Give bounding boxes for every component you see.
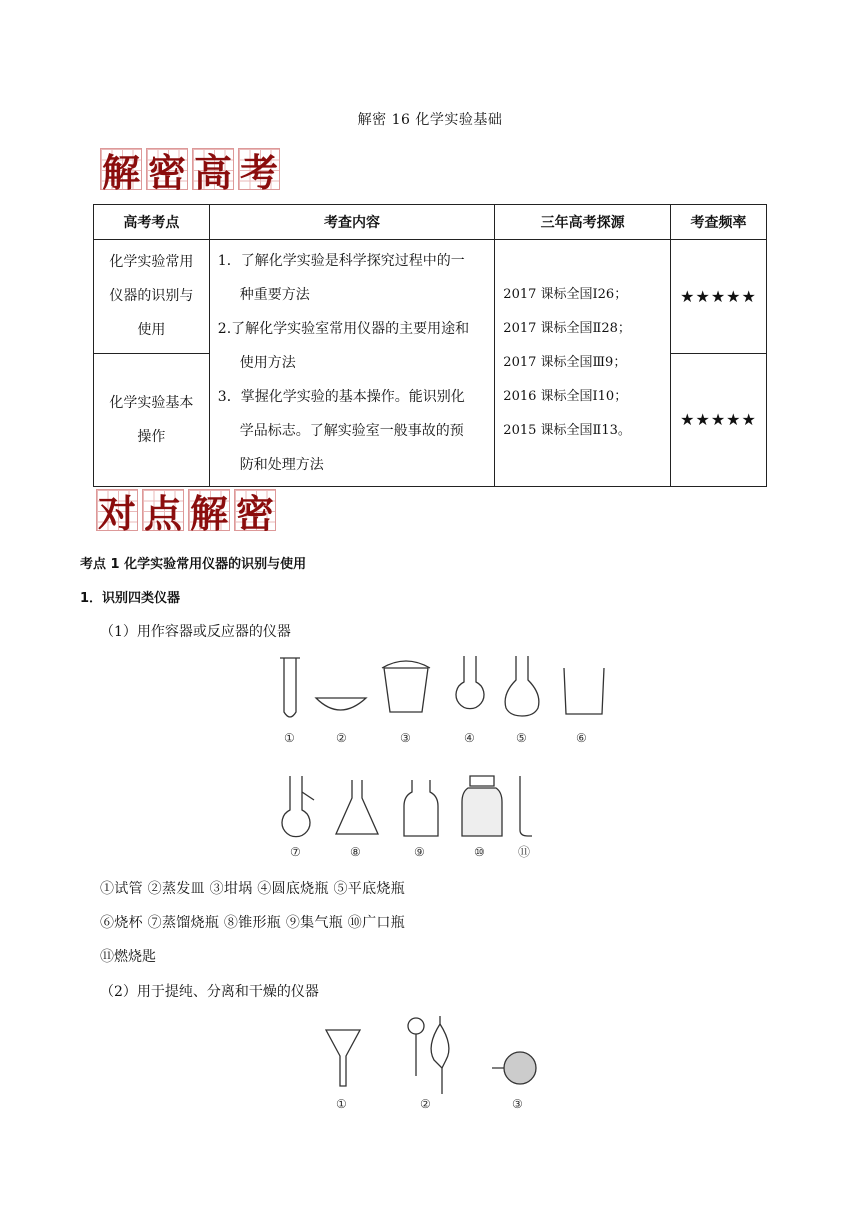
banner-char: 解 [101,149,140,195]
frequency-stars: ★★★★★ [671,240,767,354]
row3-labels [336,1097,523,1111]
header-cell: 考查频率 [671,205,767,240]
subsection-label: （1）用作容器或反应器的仪器 [100,624,291,640]
flat-bottom-flask-icon [505,656,539,716]
source-cell: 2017 课标全国Ⅰ26； 2017 课标全国Ⅱ28； 2017 课标全国Ⅲ9； 2016 课标全国Ⅰ10； 2015 课标全国Ⅱ13。 [495,240,671,487]
round-bottom-flask-icon [456,656,484,709]
section-heading: 考点 1 化学实验常用仪器的识别与使用 [80,557,307,572]
apparatus-row-2 [270,770,560,862]
row2-labels [290,845,530,859]
svg-text:①: ① [284,731,295,745]
beaker-icon [564,668,604,714]
banner-char: 考 [239,149,278,195]
distilling-flask-icon [282,776,310,837]
apparatus-row-1 [270,650,620,750]
svg-text:⑥: ⑥ [576,731,587,745]
banner-duidian-jiemi [96,489,276,536]
svg-text:②: ② [420,1097,431,1111]
header-cell: 高考考点 [94,205,210,240]
subsection-label: （2）用于提纯、分离和干燥的仪器 [100,984,319,1000]
wide-mouth-bottle-icon [470,776,494,786]
instrument-list-line: ⑪燃烧匙 [100,949,156,965]
svg-text:④: ④ [464,731,475,745]
svg-text:⑦: ⑦ [290,845,301,859]
svg-text:⑪: ⑪ [518,845,531,859]
evaporating-dish-icon [316,698,366,710]
svg-text:③: ③ [512,1097,523,1111]
header-cell: 考查内容 [209,205,495,240]
table-row [94,240,767,354]
separatory-funnel-icon [408,1018,424,1034]
svg-text:③: ③ [400,731,411,745]
sub-heading: 1．识别四类仪器 [80,591,181,606]
gas-jar-icon [404,780,438,836]
svg-text:⑤: ⑤ [516,731,527,745]
instrument-list-line: ⑥烧杯 ⑦蒸馏烧瓶 ⑧锥形瓶 ⑨集气瓶 ⑩广口瓶 [100,915,405,931]
banner-char: 解 [189,490,228,536]
banner-char: 密 [235,490,274,536]
table-header-row [94,205,767,240]
banner-char: 密 [147,149,186,195]
instrument-list-line: ①试管 ②蒸发皿 ③坩埚 ④圆底烧瓶 ⑤平底烧瓶 [100,881,405,897]
svg-text:②: ② [336,731,347,745]
banner-char: 高 [193,149,232,195]
banner-char: 对 [97,490,136,536]
frequency-stars: ★★★★★ [671,353,767,486]
apparatus-row-3 [320,1010,550,1114]
svg-text:⑨: ⑨ [414,845,425,859]
topic-cell: 化学实验常用 仪器的识别与 使用 [94,240,210,354]
svg-text:⑧: ⑧ [350,845,361,859]
banner-char: 点 [143,490,182,536]
funnel-icon [326,1030,360,1086]
header-cell: 三年高考探源 [495,205,671,240]
combustion-spoon-icon [520,776,532,836]
content-cell: 1．了解化学实验是科学探究过程中的一 种重要方法 2.了解化学实验室常用仪器的主要用途和 使用方法 3．掌握化学实验的基本操作。能识别化 学品标志。了解实验室一般事故的预 防和处理方法 [209,240,495,487]
topic-cell: 化学实验基本 操作 [94,353,210,486]
test-tube-icon [284,658,296,717]
svg-text:⑩: ⑩ [474,845,485,859]
page-title: 解密 16 化学实验基础 [357,112,503,128]
svg-text:①: ① [336,1097,347,1111]
drying-tube-icon [504,1052,536,1084]
exam-table [93,204,767,487]
banner-jiemi-gaokao [100,148,280,195]
crucible-icon [384,668,428,712]
erlenmeyer-flask-icon [336,780,378,834]
row1-labels [284,731,587,745]
